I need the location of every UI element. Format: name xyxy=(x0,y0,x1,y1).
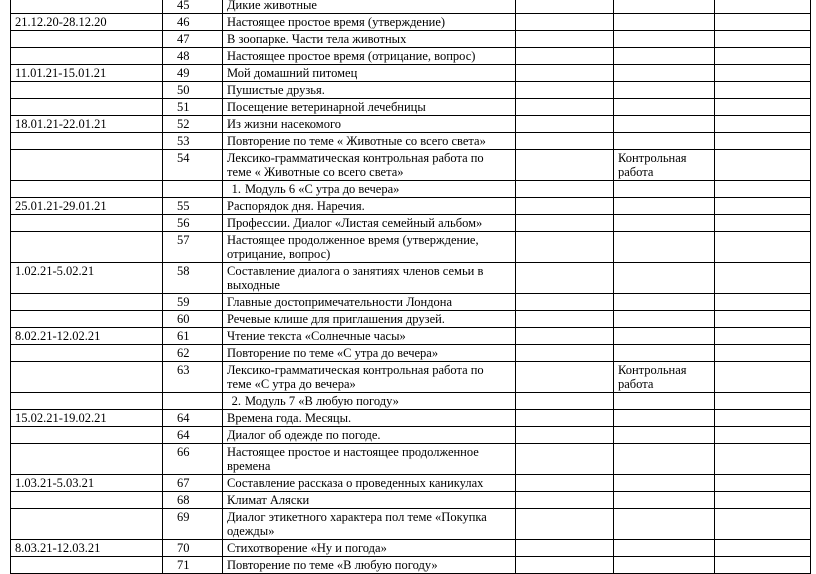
date-cell xyxy=(11,133,163,150)
control-form-cell xyxy=(614,427,715,444)
control-form-cell xyxy=(614,48,715,65)
lesson-topic-cell: В зоопарке. Части тела животных xyxy=(223,31,516,48)
date-cell: 1.02.21-5.02.21 xyxy=(11,263,163,294)
lesson-number-cell: 67 xyxy=(163,475,223,492)
control-form-cell xyxy=(614,133,715,150)
date-cell: 25.01.21-29.01.21 xyxy=(11,198,163,215)
hours-cell xyxy=(516,82,614,99)
lesson-topic-cell: Посещение ветеринарной лечебницы xyxy=(223,99,516,116)
lesson-number-cell: 64 xyxy=(163,427,223,444)
date-cell: 1.03.21-5.03.21 xyxy=(11,475,163,492)
control-form-cell xyxy=(614,232,715,263)
lesson-number-cell: 68 xyxy=(163,492,223,509)
lesson-row xyxy=(11,116,811,133)
curriculum-table-body xyxy=(11,0,811,574)
lesson-topic-cell: Речевые клише для приглашения друзей. xyxy=(223,311,516,328)
control-form-cell xyxy=(614,14,715,31)
lesson-row xyxy=(11,328,811,345)
lesson-row xyxy=(11,232,811,263)
hours-cell xyxy=(516,492,614,509)
lesson-number-cell: 48 xyxy=(163,48,223,65)
hours-cell xyxy=(516,509,614,540)
date-cell: 18.01.21-22.01.21 xyxy=(11,116,163,133)
lesson-row xyxy=(11,557,811,574)
lesson-topic-cell: Повторение по теме «В любую погоду» xyxy=(223,557,516,574)
lesson-topic-cell: Лексико-грамматическая контрольная работа по теме « Животные со всего света» xyxy=(223,150,516,181)
date-cell xyxy=(11,181,163,198)
hours-cell xyxy=(516,150,614,181)
hours-cell xyxy=(516,294,614,311)
lesson-row xyxy=(11,492,811,509)
notes-cell xyxy=(715,215,811,232)
date-cell: 11.01.21-15.01.21 xyxy=(11,65,163,82)
lesson-number-cell xyxy=(163,393,223,410)
hours-cell xyxy=(516,311,614,328)
control-form-cell xyxy=(614,444,715,475)
control-form-cell xyxy=(614,540,715,557)
hours-cell xyxy=(516,444,614,475)
control-form-cell xyxy=(614,557,715,574)
module-row xyxy=(11,393,811,410)
hours-cell xyxy=(516,14,614,31)
hours-cell xyxy=(516,198,614,215)
lesson-row xyxy=(11,48,811,65)
lesson-row xyxy=(11,82,811,99)
hours-cell xyxy=(516,410,614,427)
lesson-row xyxy=(11,133,811,150)
hours-cell xyxy=(516,362,614,393)
module-number: 1. xyxy=(231,182,241,196)
date-cell xyxy=(11,150,163,181)
lesson-topic-cell: Диалог этикетного характера пол теме «Покупка одежды» xyxy=(223,509,516,540)
control-form-cell xyxy=(614,181,715,198)
lesson-row xyxy=(11,345,811,362)
lesson-topic-cell: Времена года. Месяцы. xyxy=(223,410,516,427)
date-cell: 8.02.21-12.02.21 xyxy=(11,328,163,345)
lesson-topic-cell: Настоящее простое и настоящее продолженное времена xyxy=(223,444,516,475)
control-form-cell xyxy=(614,328,715,345)
lesson-number-cell: 56 xyxy=(163,215,223,232)
date-cell xyxy=(11,82,163,99)
date-cell xyxy=(11,99,163,116)
hours-cell xyxy=(516,475,614,492)
lesson-number-cell: 64 xyxy=(163,410,223,427)
hours-cell xyxy=(516,215,614,232)
notes-cell xyxy=(715,48,811,65)
control-form-cell xyxy=(614,393,715,410)
control-form-cell xyxy=(614,99,715,116)
date-cell xyxy=(11,393,163,410)
control-form-cell xyxy=(614,263,715,294)
hours-cell xyxy=(516,232,614,263)
hours-cell xyxy=(516,99,614,116)
date-cell xyxy=(11,0,163,14)
lesson-topic-cell: Чтение текста «Солнечные часы» xyxy=(223,328,516,345)
lesson-row xyxy=(11,444,811,475)
control-form-cell: Контрольная работа xyxy=(614,362,715,393)
module-title-cell xyxy=(223,181,516,198)
module-number: 2. xyxy=(231,394,241,408)
lesson-row xyxy=(11,263,811,294)
lesson-number-cell: 63 xyxy=(163,362,223,393)
hours-cell xyxy=(516,328,614,345)
lesson-number-cell: 58 xyxy=(163,263,223,294)
notes-cell xyxy=(715,99,811,116)
lesson-number-cell: 69 xyxy=(163,509,223,540)
lesson-row xyxy=(11,14,811,31)
lesson-number-cell: 62 xyxy=(163,345,223,362)
lesson-number-cell: 59 xyxy=(163,294,223,311)
hours-cell xyxy=(516,133,614,150)
hours-cell xyxy=(516,427,614,444)
hours-cell xyxy=(516,116,614,133)
control-form-cell xyxy=(614,82,715,99)
lesson-row xyxy=(11,475,811,492)
module-row xyxy=(11,181,811,198)
lesson-number-cell: 66 xyxy=(163,444,223,475)
hours-cell xyxy=(516,345,614,362)
notes-cell xyxy=(715,427,811,444)
control-form-cell xyxy=(614,311,715,328)
lesson-number-cell: 71 xyxy=(163,557,223,574)
notes-cell xyxy=(715,294,811,311)
lesson-row xyxy=(11,215,811,232)
hours-cell xyxy=(516,65,614,82)
lesson-topic-cell: Климат Аляски xyxy=(223,492,516,509)
lesson-topic-cell: Настоящее простое время (утверждение) xyxy=(223,14,516,31)
hours-cell xyxy=(516,181,614,198)
date-cell xyxy=(11,444,163,475)
lesson-topic-cell: Дикие животные xyxy=(223,0,516,14)
date-cell: 15.02.21-19.02.21 xyxy=(11,410,163,427)
control-form-cell xyxy=(614,0,715,14)
module-title: Модуль 7 «В любую погоду» xyxy=(245,394,399,408)
notes-cell xyxy=(715,540,811,557)
notes-cell xyxy=(715,82,811,99)
date-cell xyxy=(11,345,163,362)
notes-cell xyxy=(715,311,811,328)
lesson-topic-cell: Составление рассказа о проведенных каникулах xyxy=(223,475,516,492)
lesson-number-cell: 47 xyxy=(163,31,223,48)
control-form-cell xyxy=(614,65,715,82)
control-form-cell xyxy=(614,294,715,311)
notes-cell xyxy=(715,263,811,294)
lesson-row xyxy=(11,0,811,14)
control-form-cell xyxy=(614,116,715,133)
lesson-number-cell: 54 xyxy=(163,150,223,181)
lesson-topic-cell: Диалог об одежде по погоде. xyxy=(223,427,516,444)
lesson-number-cell: 70 xyxy=(163,540,223,557)
notes-cell xyxy=(715,133,811,150)
hours-cell xyxy=(516,0,614,14)
lesson-number-cell: 57 xyxy=(163,232,223,263)
lesson-topic-cell: Повторение по теме « Животные со всего света» xyxy=(223,133,516,150)
date-cell xyxy=(11,294,163,311)
lesson-row xyxy=(11,362,811,393)
date-cell: 21.12.20-28.12.20 xyxy=(11,14,163,31)
notes-cell xyxy=(715,362,811,393)
date-cell xyxy=(11,492,163,509)
control-form-cell: Контрольная работа xyxy=(614,150,715,181)
lesson-row xyxy=(11,150,811,181)
lesson-topic-cell: Из жизни насекомого xyxy=(223,116,516,133)
lesson-row xyxy=(11,410,811,427)
notes-cell xyxy=(715,0,811,14)
lesson-number-cell: 45 xyxy=(163,0,223,14)
date-cell xyxy=(11,48,163,65)
control-form-cell xyxy=(614,215,715,232)
date-cell: 8.03.21-12.03.21 xyxy=(11,540,163,557)
notes-cell xyxy=(715,393,811,410)
date-cell xyxy=(11,31,163,48)
curriculum-table xyxy=(10,0,811,574)
notes-cell xyxy=(715,410,811,427)
date-cell xyxy=(11,215,163,232)
date-cell xyxy=(11,311,163,328)
hours-cell xyxy=(516,263,614,294)
notes-cell xyxy=(715,492,811,509)
date-cell xyxy=(11,509,163,540)
lesson-row xyxy=(11,31,811,48)
lesson-number-cell: 52 xyxy=(163,116,223,133)
notes-cell xyxy=(715,31,811,48)
notes-cell xyxy=(715,345,811,362)
notes-cell xyxy=(715,444,811,475)
lesson-number-cell: 61 xyxy=(163,328,223,345)
date-cell xyxy=(11,427,163,444)
notes-cell xyxy=(715,14,811,31)
lesson-number-cell: 50 xyxy=(163,82,223,99)
notes-cell xyxy=(715,116,811,133)
hours-cell xyxy=(516,48,614,65)
notes-cell xyxy=(715,198,811,215)
lesson-topic-cell: Профессии. Диалог «Листая семейный альбом» xyxy=(223,215,516,232)
date-cell xyxy=(11,557,163,574)
control-form-cell xyxy=(614,492,715,509)
lesson-topic-cell: Составление диалога о занятиях членов семьи в выходные xyxy=(223,263,516,294)
lesson-topic-cell: Главные достопримечательности Лондона xyxy=(223,294,516,311)
notes-cell xyxy=(715,509,811,540)
lesson-row xyxy=(11,65,811,82)
notes-cell xyxy=(715,150,811,181)
lesson-row xyxy=(11,540,811,557)
lesson-number-cell: 60 xyxy=(163,311,223,328)
lesson-topic-cell: Лексико-грамматическая контрольная работа по теме «С утра до вечера» xyxy=(223,362,516,393)
lesson-number-cell: 49 xyxy=(163,65,223,82)
notes-cell xyxy=(715,65,811,82)
notes-cell xyxy=(715,232,811,263)
date-cell xyxy=(11,362,163,393)
hours-cell xyxy=(516,540,614,557)
lesson-number-cell: 51 xyxy=(163,99,223,116)
lesson-topic-cell: Мой домашний питомец xyxy=(223,65,516,82)
notes-cell xyxy=(715,557,811,574)
module-title: Модуль 6 «С утра до вечера» xyxy=(245,182,400,196)
lesson-row xyxy=(11,509,811,540)
lesson-number-cell: 55 xyxy=(163,198,223,215)
notes-cell xyxy=(715,181,811,198)
lesson-topic-cell: Повторение по теме «С утра до вечера» xyxy=(223,345,516,362)
hours-cell xyxy=(516,31,614,48)
hours-cell xyxy=(516,557,614,574)
lesson-row xyxy=(11,294,811,311)
lesson-row xyxy=(11,99,811,116)
control-form-cell xyxy=(614,31,715,48)
control-form-cell xyxy=(614,509,715,540)
lesson-topic-cell: Стихотворение «Ну и погода» xyxy=(223,540,516,557)
notes-cell xyxy=(715,328,811,345)
lesson-topic-cell: Настоящее простое время (отрицание, вопрос) xyxy=(223,48,516,65)
lesson-row xyxy=(11,427,811,444)
lesson-row xyxy=(11,311,811,328)
lesson-topic-cell: Пушистые друзья. xyxy=(223,82,516,99)
lesson-row xyxy=(11,198,811,215)
date-cell xyxy=(11,232,163,263)
control-form-cell xyxy=(614,475,715,492)
control-form-cell xyxy=(614,345,715,362)
module-title-cell xyxy=(223,393,516,410)
hours-cell xyxy=(516,393,614,410)
lesson-topic-cell: Распорядок дня. Наречия. xyxy=(223,198,516,215)
lesson-number-cell: 46 xyxy=(163,14,223,31)
lesson-topic-cell: Настоящее продолженное время (утверждение, отрицание, вопрос) xyxy=(223,232,516,263)
control-form-cell xyxy=(614,410,715,427)
lesson-number-cell xyxy=(163,181,223,198)
lesson-number-cell: 53 xyxy=(163,133,223,150)
notes-cell xyxy=(715,475,811,492)
control-form-cell xyxy=(614,198,715,215)
